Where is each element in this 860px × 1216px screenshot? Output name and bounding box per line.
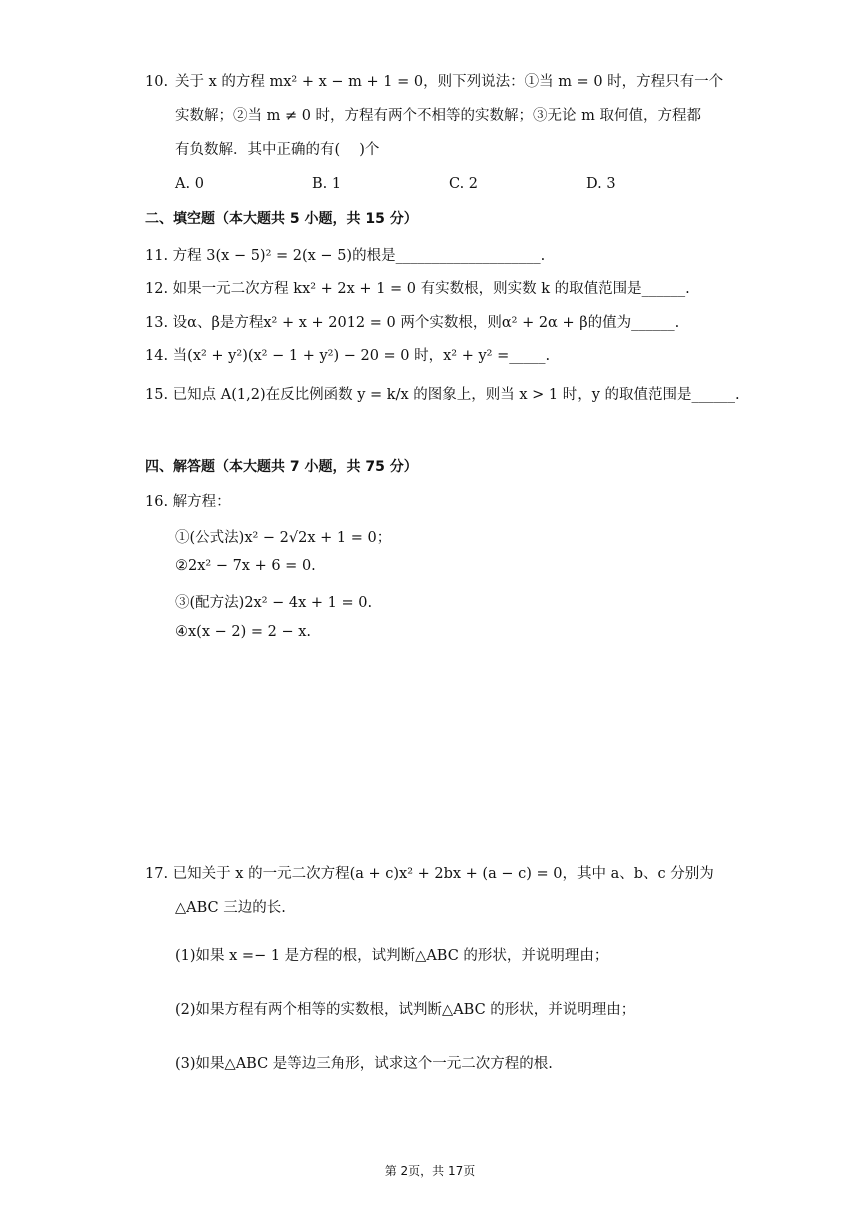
- question-16-title: 16. 解方程：: [145, 494, 231, 510]
- q17-part-2: (2)如果方程有两个相等的实数根，试判断△ABC 的形状，并说明理由；: [175, 1002, 636, 1018]
- section-solve-heading: 四、解答题（本大题共 7 小题，共 75 分）: [145, 459, 418, 475]
- page-footer: 第 2页，共 17页: [384, 1164, 476, 1178]
- q16-item-3: ③(配方法)2x² − 4x + 1 = 0.: [175, 595, 373, 611]
- q16-item-2: ②2x² − 7x + 6 = 0.: [175, 558, 316, 574]
- q17-part-1: (1)如果 x =− 1 是方程的根，试判断△ABC 的形状，并说明理由；: [175, 948, 609, 964]
- q10-options: [175, 176, 735, 192]
- q10-line2: 实数解；②当 m ≠ 0 时，方程有两个不相等的实数解；③无论 m 取何值，方程都: [175, 108, 702, 124]
- q10-line1: 关于 x 的方程 mx² + x − m + 1 = 0，则下列说法：①当 m = 0 时，方程只有一个: [175, 74, 724, 90]
- option-b: B. 1: [312, 176, 342, 192]
- question-17-line2: △ABC 三边的长.: [175, 900, 286, 916]
- q10-line3: 有负数解．其中正确的有( )个: [175, 142, 380, 158]
- question-17-line1: 17. 已知关于 x 的一元二次方程(a + c)x² + 2bx + (a − c) = 0，其中 a、b、c 分别为: [145, 866, 714, 882]
- question-15: 15. 已知点 A(1,2)在反比例函数 y = k/x 的图象上，则当 x > 1 时，y 的取值范围是______.: [145, 387, 740, 403]
- question-11: 11. 方程 3(x − 5)² = 2(x − 5)的根是____________________.: [145, 248, 546, 264]
- q10-number: 10.: [145, 74, 169, 90]
- option-d: D. 3: [586, 176, 616, 192]
- q17-part-3: (3)如果△ABC 是等边三角形，试求这个一元二次方程的根.: [175, 1056, 553, 1072]
- option-c: C. 2: [449, 176, 479, 192]
- question-13: 13. 设α、β是方程x² + x + 2012 = 0 两个实数根，则α² + 2α + β的值为______.: [145, 315, 680, 331]
- section-fill-in-heading: 二、填空题（本大题共 5 小题，共 15 分）: [145, 211, 418, 227]
- question-12: 12. 如果一元二次方程 kx² + 2x + 1 = 0 有实数根，则实数 k 的取值范围是______.: [145, 281, 690, 297]
- option-a: A. 0: [175, 176, 204, 192]
- question-14: 14. 当(x² + y²)(x² − 1 + y²) − 20 = 0 时，x² + y² =_____.: [145, 348, 551, 364]
- q16-item-4: ④x(x − 2) = 2 − x.: [175, 624, 312, 640]
- q16-item-1: ①(公式法)x² − 2√2x + 1 = 0；: [175, 530, 392, 546]
